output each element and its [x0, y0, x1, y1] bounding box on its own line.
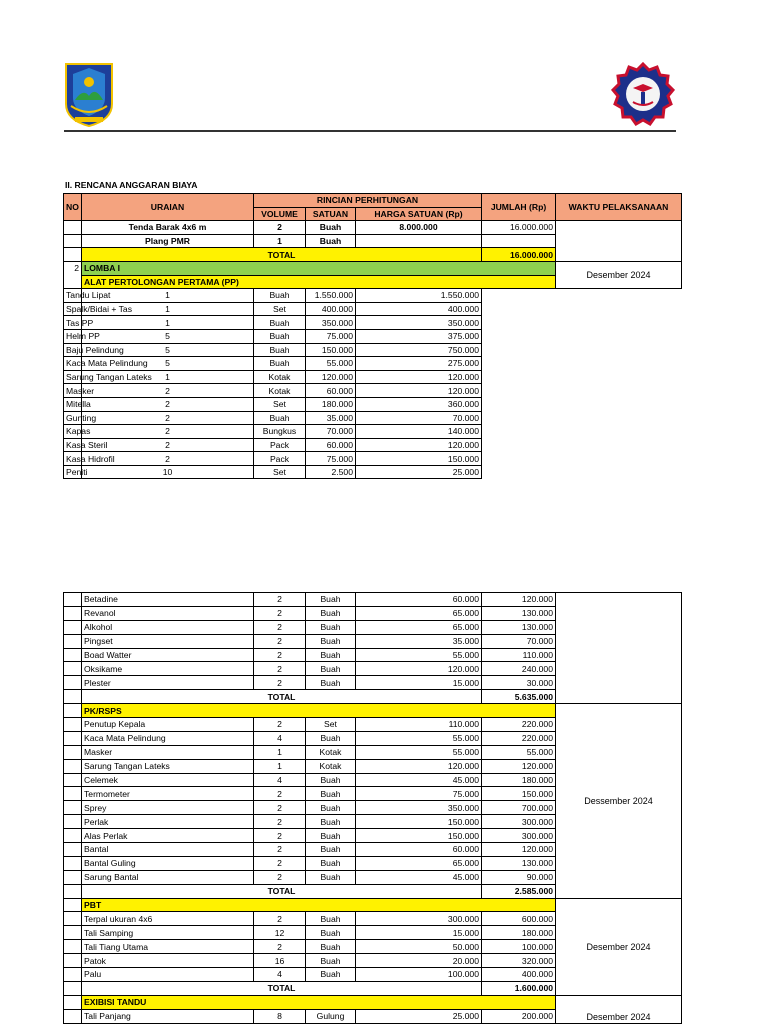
no-cell: [64, 870, 82, 884]
item-name: Sprey: [82, 801, 254, 815]
item-jumlah: 100.000: [482, 940, 556, 954]
no-cell: [64, 620, 82, 634]
item-volume: 8: [254, 1009, 306, 1023]
item-name: Gunting: [64, 411, 82, 425]
item-name: Plester: [82, 676, 254, 690]
item-name: Patok: [82, 954, 254, 968]
item-harga: 35.000: [356, 634, 482, 648]
item-satuan: Buah: [254, 343, 306, 357]
item-jumlah: 110.000: [482, 648, 556, 662]
no-cell: [64, 731, 82, 745]
item-satuan: Buah: [306, 662, 356, 676]
item-satuan: Kotak: [254, 370, 306, 384]
item-harga: 20.000: [356, 954, 482, 968]
item-volume: 2: [254, 801, 306, 815]
item-jumlah: 300.000: [482, 815, 556, 829]
item-volume: 5: [82, 343, 254, 357]
item-volume: 2: [254, 940, 306, 954]
category-title: PBT: [82, 898, 556, 912]
item-volume: 10: [82, 465, 254, 479]
item-jumlah: 600.000: [482, 912, 556, 926]
item-volume: 2: [82, 438, 254, 452]
item-jumlah: 25.000: [356, 465, 482, 479]
no-cell: [64, 606, 82, 620]
item-jumlah: 275.000: [356, 357, 482, 371]
waktu-pelaksanaan: Dessember 2024: [556, 704, 682, 898]
budget-table-page2: [63, 592, 682, 1024]
item-harga: 45.000: [356, 773, 482, 787]
item-name: Revanol: [82, 606, 254, 620]
item-harga: 60.000: [306, 384, 356, 398]
waktu-pelaksanaan: [556, 593, 682, 704]
table-row: [64, 357, 682, 371]
item-satuan: Buah: [306, 676, 356, 690]
item-satuan: Kotak: [306, 759, 356, 773]
item-harga: 45.000: [356, 870, 482, 884]
item-name: Termometer: [82, 787, 254, 801]
item-harga: 2.500: [306, 465, 356, 479]
item-jumlah: 320.000: [482, 954, 556, 968]
table-row: [64, 289, 682, 303]
lomba-row: 2 LOMBA I Desember 2024: [64, 261, 682, 275]
item-harga: 120.000: [356, 759, 482, 773]
item-name: Penutup Kepala: [82, 718, 254, 732]
item-volume: 2: [254, 787, 306, 801]
category-row: [64, 995, 682, 1009]
no-cell: [64, 912, 82, 926]
item-harga: 75.000: [356, 787, 482, 801]
no-cell: [64, 745, 82, 759]
item-name: Kaca Mata Pelindung: [82, 731, 254, 745]
item-volume: 4: [254, 731, 306, 745]
total-label: TOTAL: [82, 690, 482, 704]
no-cell: [64, 884, 82, 898]
item-volume: 2: [254, 829, 306, 843]
no-cell: [64, 801, 82, 815]
item-satuan: Buah: [306, 912, 356, 926]
col-no: NO: [64, 194, 82, 221]
item-volume: 2: [254, 676, 306, 690]
item-jumlah: 30.000: [482, 676, 556, 690]
item-name: Palu: [82, 968, 254, 982]
item-jumlah: 220.000: [482, 718, 556, 732]
no-cell: [64, 968, 82, 982]
no-cell: [64, 940, 82, 954]
item-jumlah: 400.000: [482, 968, 556, 982]
item-harga: 65.000: [356, 620, 482, 634]
item-name: Sarung Tangan Lateks: [82, 759, 254, 773]
table-row: [64, 329, 682, 343]
item-satuan: Pack: [254, 452, 306, 466]
item-volume: 2: [82, 425, 254, 439]
item-satuan: Buah: [306, 843, 356, 857]
item-name: Sarung Bantal: [82, 870, 254, 884]
item-harga: 55.000: [356, 648, 482, 662]
no-cell: [64, 954, 82, 968]
total-row: TOTAL 16.000.000: [64, 248, 682, 262]
item-name: Mitella: [64, 397, 82, 411]
item-name: Tandu Lipat: [64, 289, 82, 303]
government-crest-logo: [63, 60, 115, 128]
no-cell: [64, 829, 82, 843]
item-volume: 2: [82, 452, 254, 466]
total-amount: 1.600.000: [482, 981, 556, 995]
col-jumlah: JUMLAH (Rp): [482, 194, 556, 221]
item-satuan: Buah: [254, 411, 306, 425]
no-cell: [64, 926, 82, 940]
item-satuan: Buah: [254, 357, 306, 371]
no-cell: [64, 662, 82, 676]
item-volume: 2: [254, 912, 306, 926]
item-satuan: Buah: [306, 815, 356, 829]
item-name: Bantal: [82, 843, 254, 857]
table-row: Tenda Barak 4x6 m 2 Buah 8.000.000 16.000.000: [64, 221, 682, 235]
total-label: TOTAL: [82, 884, 482, 898]
item-volume: 2: [254, 662, 306, 676]
item-satuan: Buah: [306, 620, 356, 634]
item-name: Tas PP: [64, 316, 82, 330]
item-jumlah: 70.000: [482, 634, 556, 648]
item-satuan: Buah: [306, 954, 356, 968]
item-satuan: Buah: [306, 926, 356, 940]
item-name: Tali Samping: [82, 926, 254, 940]
item-name: Baju Pelindung: [64, 343, 82, 357]
item-harga: 55.000: [356, 745, 482, 759]
item-volume: 1: [254, 745, 306, 759]
item-satuan: Buah: [306, 634, 356, 648]
item-jumlah: 180.000: [482, 773, 556, 787]
item-satuan: Buah: [254, 289, 306, 303]
item-jumlah: 120.000: [482, 759, 556, 773]
item-volume: 2: [254, 634, 306, 648]
item-jumlah: 1.550.000: [356, 289, 482, 303]
item-jumlah: 120.000: [482, 593, 556, 607]
item-volume: 2: [82, 397, 254, 411]
no-cell: [64, 981, 82, 995]
item-jumlah: 120.000: [356, 438, 482, 452]
col-uraian: URAIAN: [82, 194, 254, 221]
item-harga: 25.000: [356, 1009, 482, 1023]
item-harga: 15.000: [356, 676, 482, 690]
item-harga: 65.000: [356, 606, 482, 620]
item-name: Terpal ukuran 4x6: [82, 912, 254, 926]
item-name: Kapas: [64, 425, 82, 439]
item-harga: 180.000: [306, 397, 356, 411]
item-harga: 110.000: [356, 718, 482, 732]
no-cell: [64, 593, 82, 607]
table-row: [64, 384, 682, 398]
no-cell: [64, 759, 82, 773]
item-harga: 55.000: [356, 731, 482, 745]
no-cell: [64, 648, 82, 662]
item-satuan: Buah: [306, 606, 356, 620]
item-volume: 2: [254, 606, 306, 620]
item-satuan: Buah: [306, 773, 356, 787]
item-volume: 1: [82, 370, 254, 384]
item-satuan: Buah: [254, 329, 306, 343]
item-jumlah: 120.000: [356, 384, 482, 398]
item-harga: 55.000: [306, 357, 356, 371]
no-cell: [64, 815, 82, 829]
item-volume: 1: [82, 302, 254, 316]
item-satuan: Pack: [254, 438, 306, 452]
item-name: Kasa Steril: [64, 438, 82, 452]
item-harga: 300.000: [356, 912, 482, 926]
item-volume: 2: [254, 718, 306, 732]
table-row: [64, 397, 682, 411]
organization-seal-logo: [611, 62, 675, 130]
item-jumlah: 180.000: [482, 926, 556, 940]
category-row: ALAT PERTOLONGAN PERTAMA (PP): [64, 275, 682, 289]
item-volume: 2: [82, 384, 254, 398]
item-volume: 2: [254, 620, 306, 634]
item-name: Alkohol: [82, 620, 254, 634]
table-row: [64, 465, 682, 479]
item-volume: 4: [254, 773, 306, 787]
item-harga: 60.000: [356, 593, 482, 607]
col-volume: VOLUME: [254, 207, 306, 221]
item-harga: 65.000: [356, 856, 482, 870]
item-name: Helm PP: [64, 329, 82, 343]
item-jumlah: 120.000: [356, 370, 482, 384]
item-jumlah: 130.000: [482, 856, 556, 870]
item-volume: 2: [254, 843, 306, 857]
item-harga: 60.000: [356, 843, 482, 857]
category-row: [64, 704, 682, 718]
table-row: [64, 370, 682, 384]
item-volume: 2: [254, 593, 306, 607]
item-harga: 120.000: [306, 370, 356, 384]
table-row: [64, 411, 682, 425]
item-satuan: Buah: [306, 870, 356, 884]
item-volume: 2: [82, 411, 254, 425]
category-row: [64, 898, 682, 912]
item-harga: 100.000: [356, 968, 482, 982]
item-name: Pingset: [82, 634, 254, 648]
item-volume: 5: [82, 329, 254, 343]
item-satuan: Set: [254, 397, 306, 411]
category-title: PK/RSPS: [82, 704, 556, 718]
item-volume: 12: [254, 926, 306, 940]
table-row: [64, 593, 682, 607]
budget-table-page1: [63, 193, 682, 479]
item-jumlah: 200.000: [482, 1009, 556, 1023]
item-jumlah: 400.000: [356, 302, 482, 316]
item-jumlah: 120.000: [482, 843, 556, 857]
waktu-pelaksanaan: Desember 2024: [556, 898, 682, 995]
item-volume: 4: [254, 968, 306, 982]
item-harga: 50.000: [356, 940, 482, 954]
item-satuan: Buah: [306, 593, 356, 607]
table-row: [64, 452, 682, 466]
item-harga: 350.000: [306, 316, 356, 330]
item-name: Alas Perlak: [82, 829, 254, 843]
header-divider: [64, 130, 676, 132]
table-row: Plang PMR 1 Buah: [64, 234, 682, 248]
no-cell: [64, 704, 82, 718]
item-name: Masker: [64, 384, 82, 398]
item-jumlah: 90.000: [482, 870, 556, 884]
item-satuan: Set: [254, 465, 306, 479]
no-cell: [64, 634, 82, 648]
item-satuan: Buah: [306, 829, 356, 843]
category-title: EXIBISI TANDU: [82, 995, 556, 1009]
col-waktu: WAKTU PELAKSANAAN: [556, 194, 682, 221]
item-satuan: Bungkus: [254, 425, 306, 439]
section-title: II. RENCANA ANGGARAN BIAYA: [65, 180, 198, 190]
no-cell: [64, 676, 82, 690]
item-name: Kasa Hidrofil: [64, 452, 82, 466]
item-name: Kaca Mata Pelindung: [64, 357, 82, 371]
item-name: Tali Panjang: [82, 1009, 254, 1023]
item-jumlah: 300.000: [482, 829, 556, 843]
item-volume: 2: [254, 870, 306, 884]
item-satuan: Buah: [306, 968, 356, 982]
col-rincian: RINCIAN PERHITUNGAN: [254, 194, 482, 208]
item-harga: 120.000: [356, 662, 482, 676]
item-satuan: Buah: [306, 856, 356, 870]
item-jumlah: 240.000: [482, 662, 556, 676]
item-satuan: Set: [254, 302, 306, 316]
table-row: [64, 343, 682, 357]
item-jumlah: 220.000: [482, 731, 556, 745]
item-harga: 75.000: [306, 329, 356, 343]
item-harga: 70.000: [306, 425, 356, 439]
table-row: [64, 438, 682, 452]
waktu-pelaksanaan: Desember 2024: [556, 995, 682, 1023]
item-harga: 15.000: [356, 926, 482, 940]
col-harga: HARGA SATUAN (Rp): [356, 207, 482, 221]
item-name: Perlak: [82, 815, 254, 829]
item-harga: 75.000: [306, 452, 356, 466]
item-volume: 16: [254, 954, 306, 968]
total-amount: 5.635.000: [482, 690, 556, 704]
item-volume: 1: [82, 289, 254, 303]
item-volume: 2: [254, 856, 306, 870]
item-satuan: Kotak: [306, 745, 356, 759]
item-satuan: Buah: [254, 316, 306, 330]
item-name: Tali Tiang Utama: [82, 940, 254, 954]
item-jumlah: 150.000: [482, 787, 556, 801]
item-jumlah: 70.000: [356, 411, 482, 425]
item-name: Peniti: [64, 465, 82, 479]
table-row: [64, 425, 682, 439]
item-jumlah: 130.000: [482, 620, 556, 634]
item-volume: 1: [254, 759, 306, 773]
item-jumlah: 130.000: [482, 606, 556, 620]
item-satuan: Buah: [306, 940, 356, 954]
no-cell: [64, 856, 82, 870]
no-cell: [64, 1009, 82, 1023]
item-satuan: Buah: [306, 648, 356, 662]
no-cell: [64, 898, 82, 912]
item-name: Spalk/Bidai + Tas: [64, 302, 82, 316]
item-harga: 150.000: [306, 343, 356, 357]
item-jumlah: 150.000: [356, 452, 482, 466]
item-name: Bantal Guling: [82, 856, 254, 870]
no-cell: [64, 690, 82, 704]
no-cell: [64, 995, 82, 1009]
item-satuan: Set: [306, 718, 356, 732]
item-jumlah: 140.000: [356, 425, 482, 439]
item-jumlah: 55.000: [482, 745, 556, 759]
item-harga: 60.000: [306, 438, 356, 452]
no-cell: [64, 773, 82, 787]
item-volume: 2: [254, 815, 306, 829]
item-satuan: Buah: [306, 731, 356, 745]
item-volume: 1: [82, 316, 254, 330]
item-jumlah: 360.000: [356, 397, 482, 411]
item-harga: 35.000: [306, 411, 356, 425]
item-name: Betadine: [82, 593, 254, 607]
item-name: Celemek: [82, 773, 254, 787]
no-cell: [64, 718, 82, 732]
item-jumlah: 350.000: [356, 316, 482, 330]
col-satuan: SATUAN: [306, 207, 356, 221]
item-harga: 350.000: [356, 801, 482, 815]
table-row: [64, 316, 682, 330]
item-harga: 150.000: [356, 815, 482, 829]
item-jumlah: 700.000: [482, 801, 556, 815]
item-volume: 5: [82, 357, 254, 371]
total-amount: 2.585.000: [482, 884, 556, 898]
item-name: Oksikame: [82, 662, 254, 676]
item-name: Boad Watter: [82, 648, 254, 662]
waktu-pelaksanaan: Desember 2024: [556, 261, 682, 288]
item-satuan: Kotak: [254, 384, 306, 398]
item-name: Sarung Tangan Lateks: [64, 370, 82, 384]
item-harga: 400.000: [306, 302, 356, 316]
item-name: Masker: [82, 745, 254, 759]
table-row: [64, 302, 682, 316]
no-cell: [64, 843, 82, 857]
item-satuan: Buah: [306, 787, 356, 801]
item-satuan: Gulung: [306, 1009, 356, 1023]
item-satuan: Buah: [306, 801, 356, 815]
item-harga: 150.000: [356, 829, 482, 843]
no-cell: [64, 787, 82, 801]
item-jumlah: 750.000: [356, 343, 482, 357]
total-label: TOTAL: [82, 981, 482, 995]
item-jumlah: 375.000: [356, 329, 482, 343]
item-harga: 1.550.000: [306, 289, 356, 303]
item-volume: 2: [254, 648, 306, 662]
